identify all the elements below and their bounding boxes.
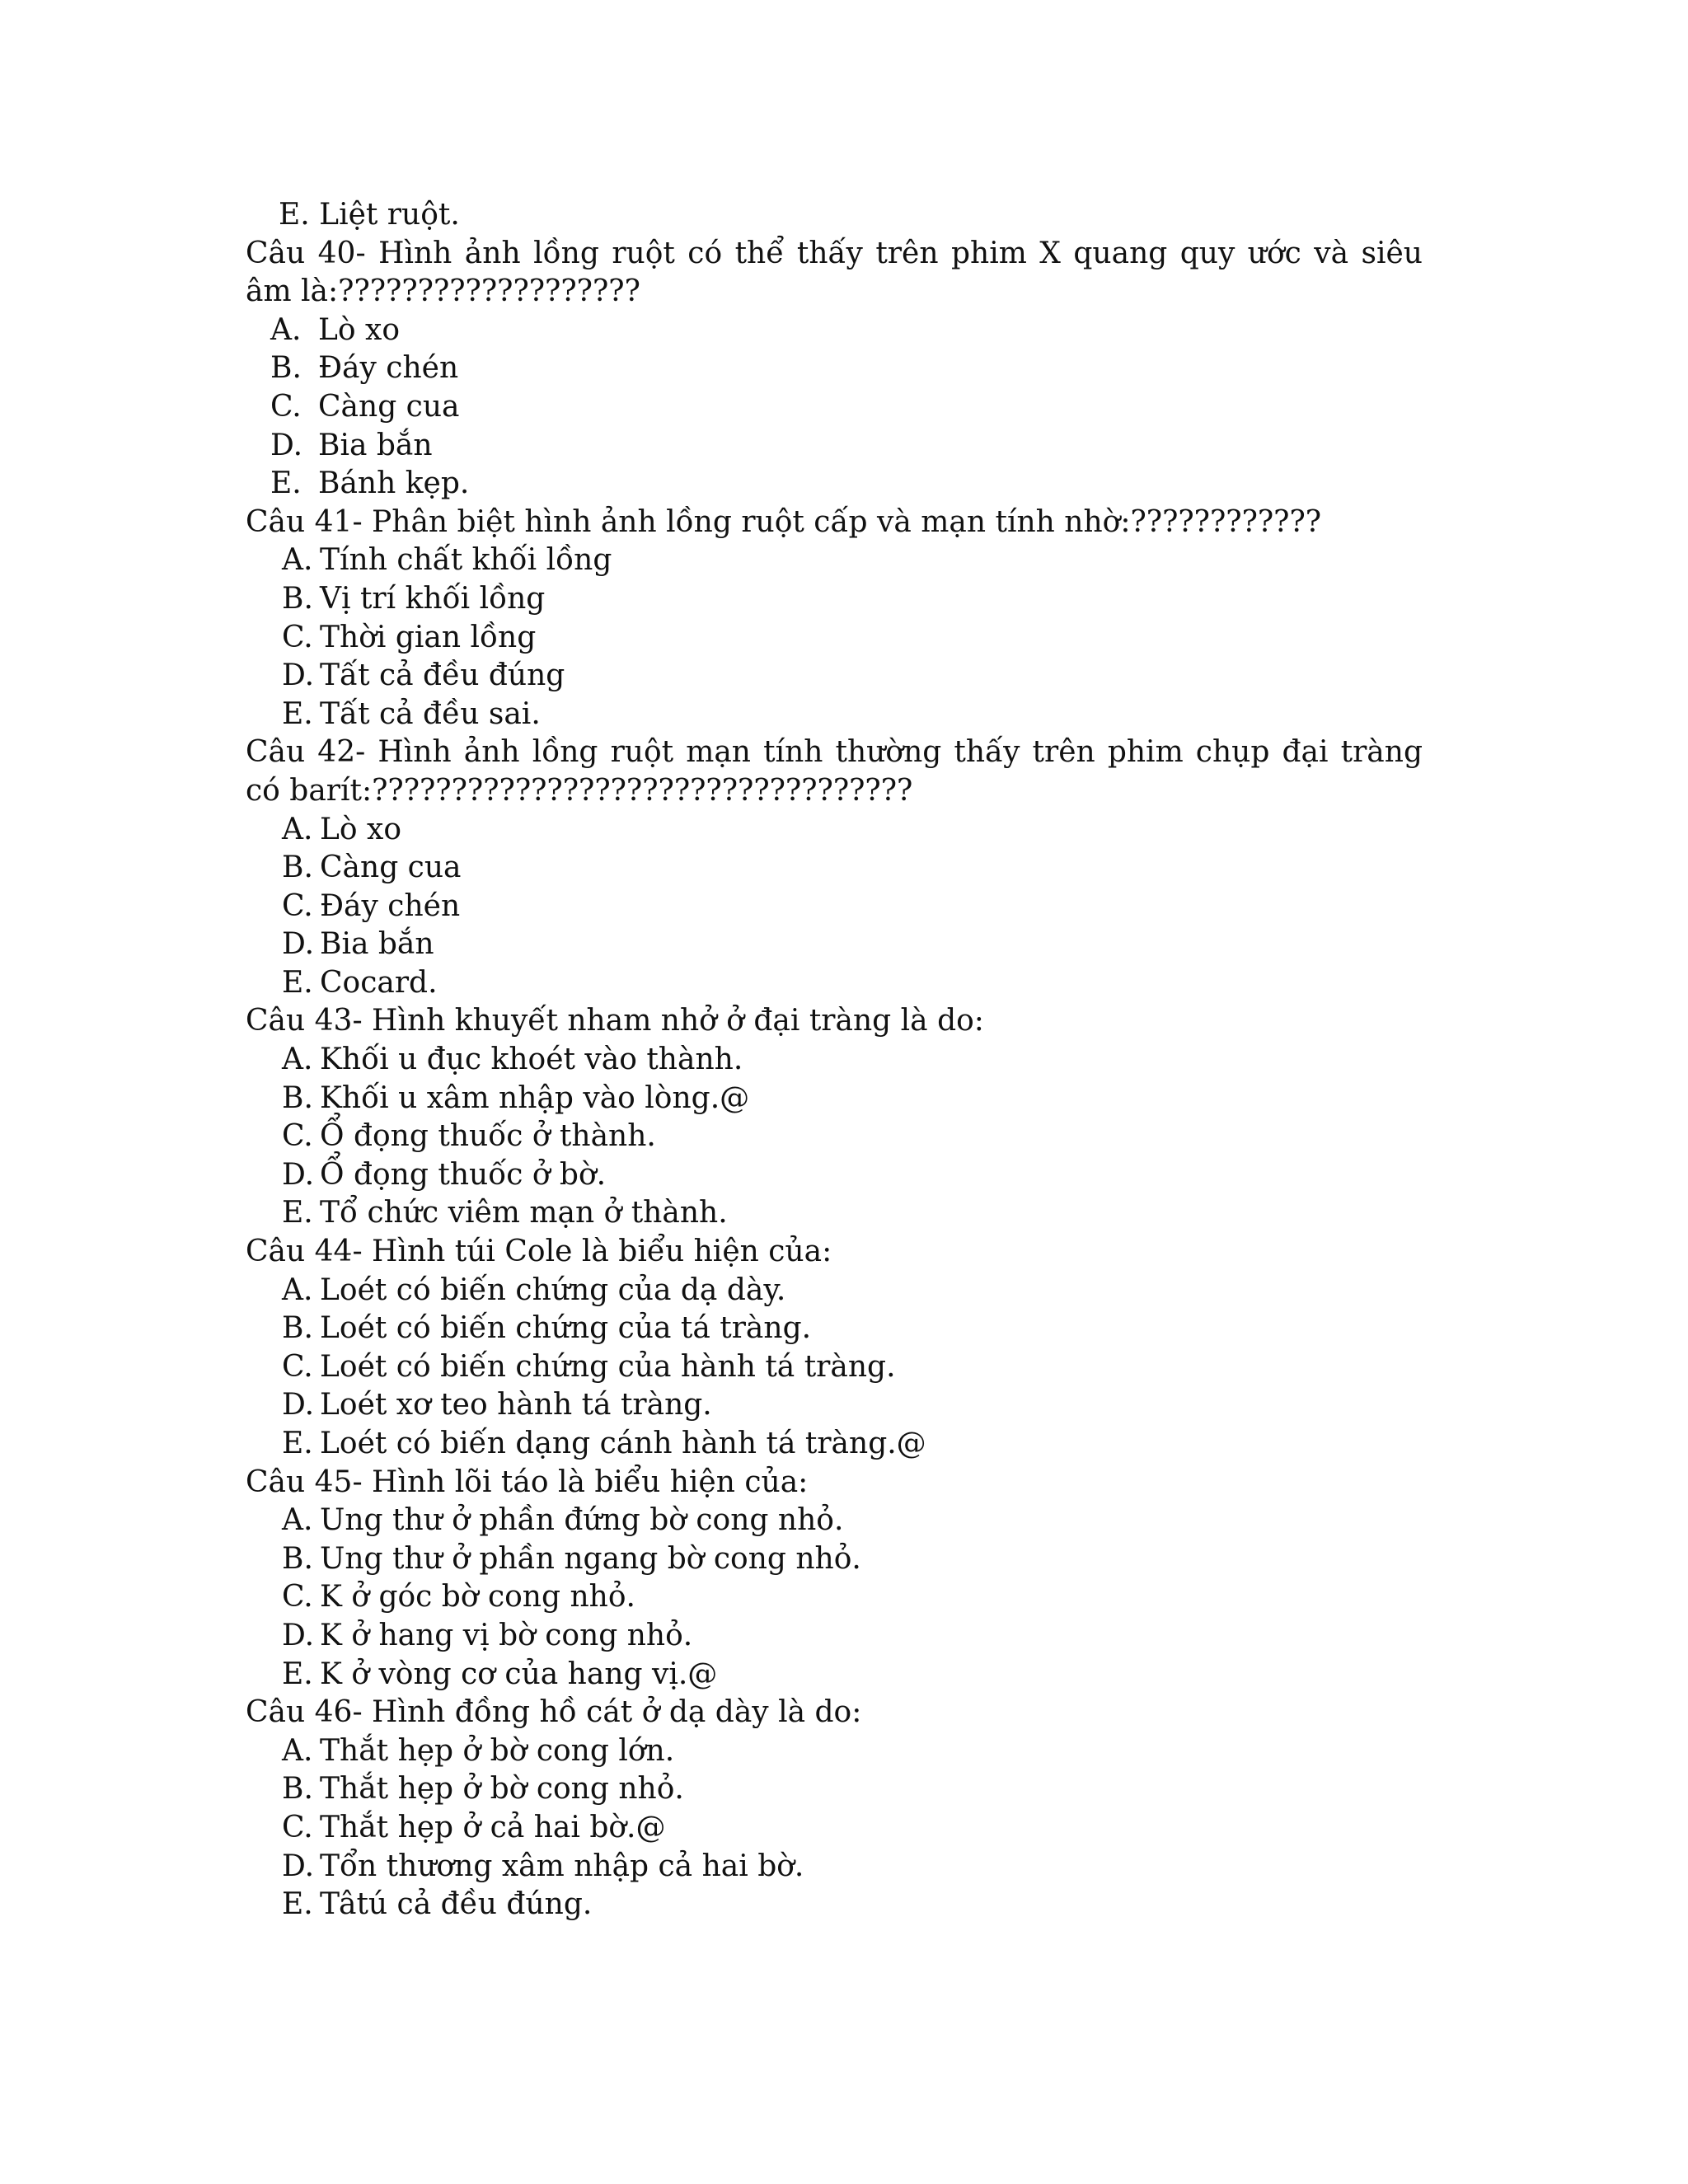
option-text: Cocard.: [320, 965, 438, 1000]
option-text: K ở vòng cơ của hang vị.@: [320, 1657, 718, 1691]
option-text: Loét xơ teo hành tá tràng.: [320, 1388, 712, 1422]
option-letter: C.: [282, 1349, 313, 1384]
option-item: [246, 1886, 1423, 1924]
option-text: Đáy chén: [320, 888, 461, 923]
option-letter: E.: [282, 1427, 313, 1460]
option-letter: A.: [282, 1272, 313, 1307]
option-item: [246, 1272, 1423, 1310]
option-item: [246, 1310, 1423, 1348]
option-item: [246, 427, 1423, 466]
option-letter: D.: [282, 1157, 315, 1192]
option-letter: E.: [270, 466, 302, 501]
option-text: Thắt hẹp ở bờ cong nhỏ.: [320, 1772, 684, 1807]
option-letter: A.: [282, 1043, 313, 1077]
option-item: [246, 657, 1423, 696]
option-letter: C.: [282, 888, 313, 923]
option-text: Càng cua: [320, 851, 462, 885]
option-text: Tất cả đều sai.: [320, 696, 541, 731]
option-text: Lò xo: [318, 312, 400, 347]
option-text: Bia bắn: [318, 428, 433, 462]
option-text: Tâtú cả đều đúng.: [320, 1887, 593, 1922]
option-text: Bánh kẹp.: [318, 466, 470, 501]
option-item: [246, 696, 1423, 734]
option-item: [246, 580, 1423, 619]
question-stem: Câu 42- Hình ảnh lồng ruột mạn tính thường thấy trên phim chụp đại tràng có barít:??????????????????????????????????: [246, 735, 1423, 808]
option-letter: B.: [282, 581, 313, 616]
question-stem: Câu 44- Hình túi Cole là biểu hiện của:: [246, 1235, 832, 1269]
option-item: [246, 1386, 1423, 1425]
option-letter: B.: [282, 1541, 313, 1576]
option-item: [246, 1656, 1423, 1694]
option-item: [246, 1732, 1423, 1771]
option-letter: D.: [282, 658, 315, 693]
option-letter: E.: [282, 965, 313, 1000]
option-letter: A.: [282, 543, 313, 578]
option-text: Lò xo: [320, 812, 401, 846]
option-text: Loét có biến chứng của tá tràng.: [320, 1311, 812, 1346]
option-item: [246, 1118, 1423, 1156]
question-stem: Câu 45- Hình lõi táo là biểu hiện của:: [246, 1465, 809, 1499]
option-item: [246, 619, 1423, 658]
option-text: Thắt hẹp ở cả hai bờ.@: [320, 1810, 666, 1844]
option-item: [246, 1194, 1423, 1233]
option-letter: C.: [282, 1580, 313, 1615]
option-letter: B.: [282, 1311, 313, 1346]
option-letter: B.: [282, 1080, 313, 1115]
option-item: [246, 1041, 1423, 1080]
option-text: Bia bắn: [320, 927, 434, 962]
option-text: Loét có biến dạng cánh hành tá tràng.@: [320, 1427, 926, 1460]
option-letter: E.: [282, 1657, 313, 1691]
option-item: [246, 1848, 1423, 1886]
option-item: [246, 1809, 1423, 1848]
option-item: [246, 1617, 1423, 1656]
option-letter: E.: [282, 696, 313, 731]
option-item: [246, 1348, 1423, 1387]
option-text: Tổ chức viêm mạn ở thành.: [320, 1196, 728, 1230]
option-letter: B.: [282, 851, 313, 885]
option-text: Đáy chén: [318, 351, 459, 386]
option-text: Thắt hẹp ở bờ cong lớn.: [320, 1733, 675, 1768]
option-item: [246, 312, 1423, 350]
option-letter: D.: [282, 1388, 315, 1422]
option-text: Ổ đọng thuốc ở bờ.: [320, 1157, 607, 1192]
option-letter: A.: [282, 812, 313, 846]
option-letter: C.: [282, 1119, 313, 1154]
question-stem: Câu 43- Hình khuyết nham nhở ở đại tràng là do:: [246, 1004, 984, 1038]
option-item: [246, 811, 1423, 850]
option-text: Thời gian lồng: [320, 620, 537, 654]
option-letter: C.: [270, 389, 302, 424]
option-text: Tính chất khối lồng: [320, 543, 612, 578]
option-item: [246, 388, 1423, 427]
option-text: Khối u xâm nhập vào lòng.@: [320, 1080, 750, 1115]
option-item: [246, 1080, 1423, 1118]
option-letter: A.: [270, 312, 302, 347]
option-text: Loét có biến chứng của hành tá tràng.: [320, 1349, 896, 1384]
option-letter: B.: [270, 351, 302, 386]
option-letter: A.: [282, 1503, 313, 1538]
option-letter: D.: [282, 1618, 315, 1652]
option-item: [246, 465, 1423, 504]
option-item: [246, 888, 1423, 926]
option-text: Khối u đục khoét vào thành.: [320, 1043, 743, 1077]
option-letter: C.: [282, 1810, 313, 1844]
option-item: [246, 349, 1423, 388]
option-text: K ở hang vị bờ cong nhỏ.: [320, 1618, 693, 1652]
option-item: [246, 964, 1423, 1003]
option-item: [246, 541, 1423, 580]
option-letter: D.: [282, 1849, 315, 1883]
option-text: Vị trí khối lồng: [320, 581, 546, 616]
option-item: [246, 1578, 1423, 1617]
question-stem: Câu 41- Phân biệt hình ảnh lồng ruột cấp và mạn tính nhờ:????????????: [246, 504, 1322, 539]
option-item: [246, 926, 1423, 964]
option-item: [246, 1770, 1423, 1809]
question-stem: Câu 46- Hình đồng hồ cát ở dạ dày là do:: [246, 1695, 862, 1730]
option-letter: A.: [282, 1733, 313, 1768]
question-stem: Câu 40- Hình ảnh lồng ruột có thể thấy trên phim X quang quy ước và siêu âm là:???????????????????: [246, 236, 1423, 309]
option-letter: B.: [282, 1772, 313, 1807]
option-item: [246, 1425, 1423, 1464]
option-letter: E.: [282, 1196, 313, 1230]
option-letter: E.: [282, 1887, 313, 1922]
option-text: Loét có biến chứng của dạ dày.: [320, 1272, 786, 1307]
option-item: [246, 849, 1423, 888]
option-text: Ung thư ở phần đứng bờ cong nhỏ.: [320, 1503, 844, 1538]
option-letter: C.: [282, 620, 313, 654]
option-item: [246, 1502, 1423, 1540]
question-list: [246, 196, 1423, 1924]
option-letter: D.: [282, 927, 315, 962]
option-text: K ở góc bờ cong nhỏ.: [320, 1580, 635, 1615]
option-text: Ổ đọng thuốc ở thành.: [320, 1119, 656, 1154]
option-text: Càng cua: [318, 389, 460, 424]
intro-option: E. Liệt ruột.: [279, 198, 460, 232]
option-text: Tổn thương xâm nhập cả hai bờ.: [320, 1849, 804, 1883]
option-text: Ung thư ở phần ngang bờ cong nhỏ.: [320, 1541, 861, 1576]
option-item: [246, 1156, 1423, 1195]
option-item: [246, 1540, 1423, 1579]
option-letter: D.: [270, 428, 303, 462]
option-text: Tất cả đều đúng: [320, 658, 565, 693]
